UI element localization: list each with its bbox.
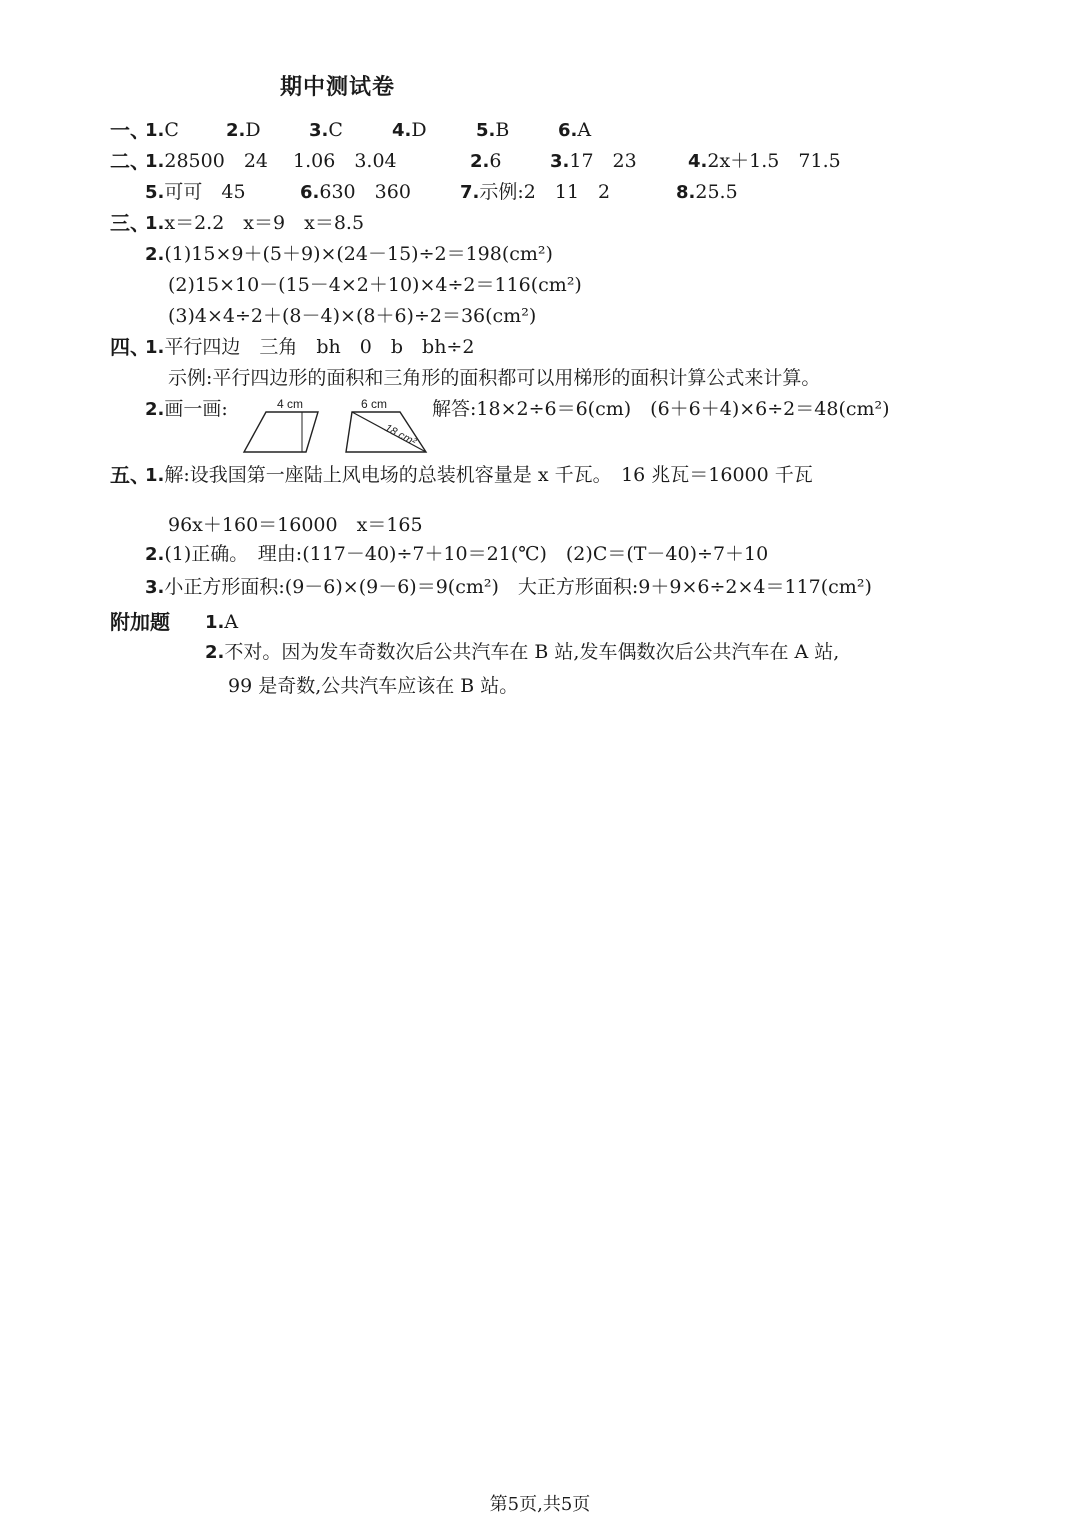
s3-q2b: (2)15×10－(15－4×2＋10)×4÷2＝116(cm²) — [168, 274, 582, 296]
section-3-label: 三、 — [110, 211, 150, 235]
s1-item-5: 5.B — [476, 119, 510, 141]
s4-q1: 1.平行四边 三角 bh 0 b bh÷2 — [145, 336, 475, 358]
s2-item-7: 7.示例:2 11 2 — [460, 181, 611, 203]
s2-item-3: 3.17 23 — [550, 150, 637, 172]
trapezoid-figure — [240, 396, 330, 458]
s1-item-1: 1.C — [145, 119, 179, 141]
s2-item-5: 5.可可 45 — [145, 181, 246, 203]
s5-q1: 1.解:设我国第一座陆上风电场的总装机容量是 x 千瓦。 16 兆瓦＝16000 千瓦 — [145, 464, 813, 486]
s4-q1b: 示例:平行四边形的面积和三角形的面积都可以用梯形的面积计算公式来计算。 — [168, 367, 821, 389]
s1-item-3: 3.C — [309, 119, 343, 141]
s5-q1b: 96x＋160＝16000 x＝165 — [168, 514, 423, 536]
s2-item-1: 1.28500 24 1.06 3.04 — [145, 150, 397, 172]
s2-item-8: 8.25.5 — [676, 181, 738, 203]
s1-item-2: 2.D — [226, 119, 261, 141]
bonus-q1: 1.A — [205, 611, 239, 633]
page-footer: 第5页,共5页 — [489, 1494, 591, 1515]
bonus-q2: 2.不对。因为发车奇数次后公共汽车在 B 站,发车偶数次后公共汽车在 A 站, — [205, 641, 840, 663]
trapezoid-diagonal-figure — [342, 396, 432, 458]
trapezoid-shape — [244, 412, 318, 452]
bonus-label: 附加题 — [110, 610, 170, 634]
section-1-label: 一、 — [110, 118, 150, 142]
s1-item-4: 4.D — [392, 119, 427, 141]
s4-q2: 2.画一画: — [145, 398, 228, 420]
trapezoid-2-diagonal-label: 18 cm² — [382, 422, 418, 449]
s3-q2a: 2.(1)15×9＋(5＋9)×(24－15)÷2＝198(cm²) — [145, 243, 553, 265]
section-5-label: 五、 — [110, 463, 150, 487]
trapezoid-2-top-label: 6 cm — [360, 397, 388, 411]
s3-q2c: (3)4×4÷2＋(8－4)×(8＋6)÷2＝36(cm²) — [168, 305, 537, 327]
s4-q2-answer: 解答:18×2÷6＝6(cm) (6＋6＋4)×6÷2＝48(cm²) — [432, 398, 890, 420]
s2-item-6: 6.630 360 — [300, 181, 411, 203]
section-4-label: 四、 — [110, 335, 150, 359]
s2-item-2: 2.6 — [470, 150, 502, 172]
bonus-q2b: 99 是奇数,公共汽车应该在 B 站。 — [228, 675, 519, 697]
section-2-label: 二、 — [110, 149, 150, 173]
trapezoid-top-label: 4 cm — [276, 397, 304, 411]
page-title: 期中测试卷 — [280, 75, 396, 100]
s5-q3: 3.小正方形面积:(9－6)×(9－6)＝9(cm²) 大正方形面积:9＋9×6÷2×4＝117(cm²) — [145, 576, 872, 598]
s3-q1: 1.x＝2.2 x＝9 x＝8.5 — [145, 212, 365, 234]
s2-item-4: 4.2x＋1.5 71.5 — [688, 150, 841, 172]
s5-q2: 2.(1)正确。 理由:(117－40)÷7＋10＝21(℃) (2)C＝(T－40)÷7＋10 — [145, 543, 769, 565]
s1-item-6: 6.A — [558, 119, 592, 141]
